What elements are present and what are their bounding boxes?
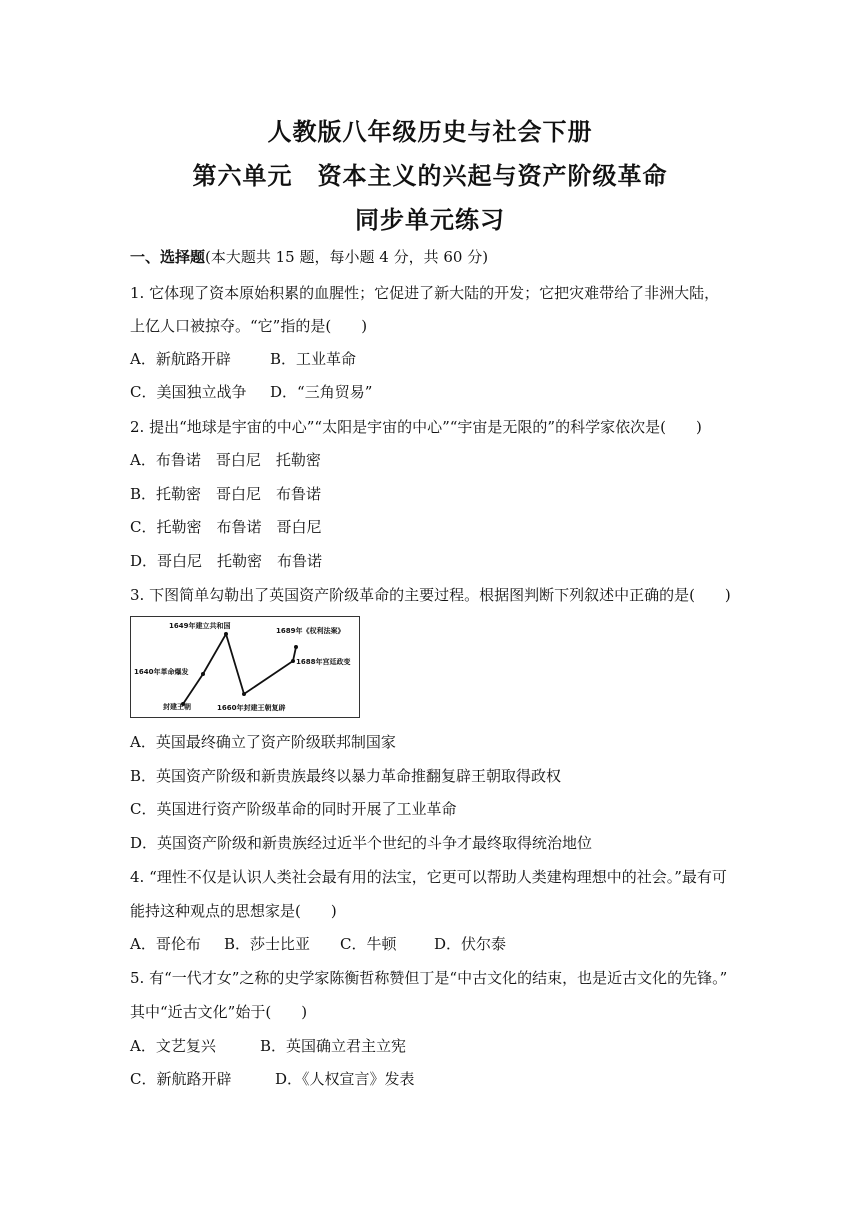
q4-option-c: C．牛顿 (340, 935, 397, 953)
q1-option-a: A．新航路开辟 (130, 350, 231, 368)
revolution-timeline-diagram (131, 617, 358, 716)
point-1640 (201, 672, 205, 676)
q2-option-b: B．托勒密 哥白尼 布鲁诺 (130, 485, 322, 503)
q1-options-row1 (130, 349, 356, 369)
q1-option-b: B．工业革命 (270, 350, 357, 368)
q2-option-d: D．哥白尼 托勒密 布鲁诺 (130, 552, 323, 570)
label-1689: 1689年《权利法案》 (276, 627, 345, 635)
label-1660: 1660年封建王朝复辟 (217, 704, 286, 712)
q5-options-row1 (130, 1036, 406, 1056)
label-1649: 1649年建立共和国 (169, 622, 231, 630)
q2-stem: 2. 提出“地球是宇宙的中心”“太阳是宇宙的中心”“宇宙是无限的”的科学家依次是( ) (130, 418, 702, 436)
section-heading (130, 247, 488, 267)
document-title: 人教版八年级历史与社会下册 (267, 117, 593, 146)
q5-stem-line1: 5. 有“一代才女”之称的史学家陈衡哲称赞但丁是“中古文化的结束，也是近古文化的先锋。” (130, 969, 728, 987)
point-1689 (294, 645, 298, 649)
label-1640: 1640年革命爆发 (134, 668, 189, 676)
section-label: 一、选择题 (130, 248, 206, 266)
timeline-line (183, 634, 296, 704)
q5-option-a: A．文艺复兴 (130, 1037, 216, 1055)
q1-stem-line1: 1. 它体现了资本原始积累的血腥性；它促进了新大陆的开发；它把灾难带给了非洲大陆， (130, 284, 720, 302)
section-note: (本大题共 15 题，每小题 4 分，共 60 分) (205, 248, 489, 266)
point-1649 (224, 632, 228, 636)
q3-figure (130, 616, 360, 718)
q4-stem-line1: 4. “理性不仅是认识人类社会最有用的法宝，它更可以帮助人类建构理想中的社会。”最有可 (130, 868, 727, 886)
q4-option-d: D．伏尔泰 (434, 935, 507, 953)
label-1688: 1688年宫廷政变 (296, 658, 351, 666)
q3-stem: 3. 下图简单勾勒出了英国资产阶级革命的主要过程。根据图判断下列叙述中正确的是( ) (130, 586, 731, 604)
q1-stem-line2: 上亿人口被掠夺。“它”指的是( ) (130, 317, 368, 335)
q3-option-d: D．英国资产阶级和新贵族经过近半个世纪的斗争才最终取得统治地位 (130, 834, 593, 852)
point-1688 (291, 659, 295, 663)
q2-option-c: C．托勒密 布鲁诺 哥白尼 (130, 518, 322, 536)
q3-option-b: B．英国资产阶级和新贵族最终以暴力革命推翻复辟王朝取得政权 (130, 767, 562, 785)
q4-stem-line2: 能持这种观点的思想家是( ) (130, 902, 337, 920)
q1-options-row2 (130, 382, 372, 402)
q5-option-c: C．新航路开辟 (130, 1070, 232, 1088)
q2-option-a: A．布鲁诺 哥白尼 托勒密 (130, 451, 321, 469)
unit-title: 第六单元 资本主义的兴起与资产阶级革命 (192, 161, 668, 190)
q5-option-b: B．英国确立君主立宪 (260, 1037, 407, 1055)
q5-option-d: D．《人权宣言》发表 (275, 1070, 415, 1088)
q3-option-c: C．英国进行资产阶级革命的同时开展了工业革命 (130, 800, 457, 818)
q5-stem-line2: 其中“近古文化”始于( ) (130, 1003, 308, 1021)
q3-option-a: A．英国最终确立了资产阶级联邦制国家 (130, 733, 396, 751)
q4-option-b: B．莎士比亚 (224, 935, 311, 953)
q5-options-row2 (130, 1069, 415, 1089)
point-1660 (242, 692, 246, 696)
q4-options (130, 934, 506, 954)
q4-option-a: A．哥伦布 (130, 935, 201, 953)
label-feudal: 封建王朝 (163, 703, 191, 711)
q1-option-d: D．“三角贸易” (270, 383, 373, 401)
q1-option-c: C．美国独立战争 (130, 383, 247, 401)
exercise-title: 同步单元练习 (355, 205, 505, 234)
